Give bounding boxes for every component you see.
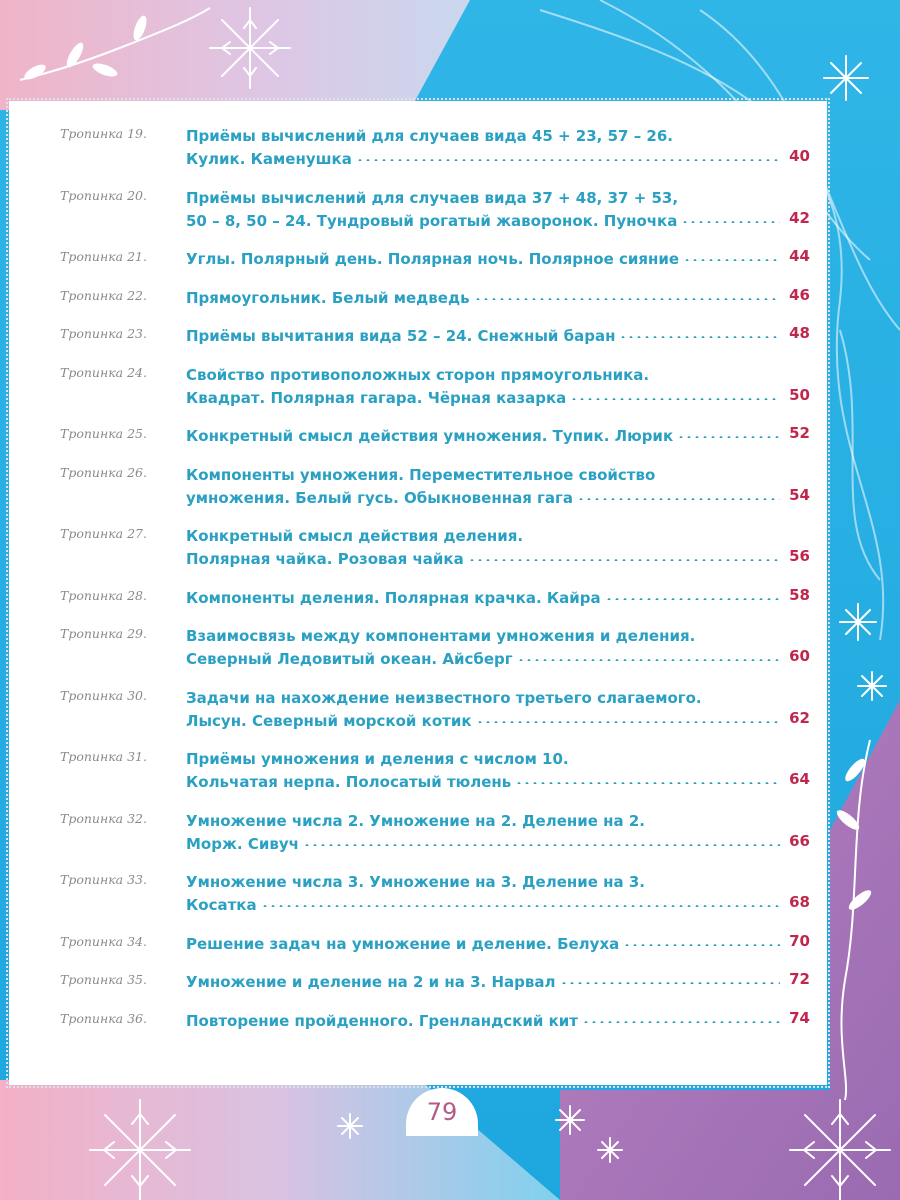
- dot-leader: [303, 844, 780, 846]
- toc-entry-title: [186, 184, 786, 230]
- toc-entry-title: [186, 284, 786, 307]
- toc-entry-title: [186, 584, 786, 607]
- toc-entry-title: [186, 1007, 786, 1030]
- toc-entry[interactable]: [12, 284, 824, 307]
- toc-entry-title-line: Свойство противоположных сторон прямоугольника.: [186, 365, 650, 384]
- toc-entry[interactable]: [12, 122, 824, 168]
- toc-entry-title-line: Приёмы вычислений для случаев вида 45 + 23, 57 – 26.: [186, 127, 673, 145]
- toc-entry-title: [186, 968, 786, 991]
- toc-entry-label: Тропинка 22.: [60, 287, 147, 303]
- dot-leader: [476, 721, 780, 723]
- toc-entry-title-line: Приёмы вычислений для случаев вида 37 + 48, 37 + 53,: [186, 188, 679, 207]
- toc-entry[interactable]: [12, 584, 824, 607]
- toc-entry-page-number: 44: [789, 247, 810, 265]
- toc-entry-title: [186, 245, 786, 268]
- toc-entry-title-line: Повторение пройденного. Гренландский кит: [186, 1011, 578, 1030]
- dot-leader: [515, 782, 780, 784]
- toc-entry-label: Тропинка 19.: [60, 126, 147, 141]
- toc-entry-page-number: 60: [789, 647, 810, 665]
- dot-leader: [582, 1021, 780, 1023]
- toc-entry-label: Тропинка 27.: [60, 526, 147, 541]
- toc-entry-title-line: Углы. Полярный день. Полярная ночь. Полярное сияние: [186, 250, 680, 268]
- toc-entry-page-number: 66: [789, 831, 810, 850]
- toc-entry-title: [186, 322, 786, 345]
- toc-entry-title: [186, 461, 786, 507]
- toc-entry[interactable]: [12, 245, 824, 268]
- toc-entry-title: [186, 745, 786, 791]
- toc-entry-title-line: Умножение числа 3. Умножение на 3. Деление на 3.: [186, 873, 645, 891]
- toc-entry-title-line: Косатка: [186, 896, 257, 914]
- toc-entry-title-line: Квадрат. Полярная гагара. Чёрная казарка: [186, 388, 567, 407]
- dot-leader: [677, 436, 780, 438]
- toc-entry-title-line: Кулик. Каменушка: [186, 150, 352, 168]
- toc-entry-page-number: 72: [789, 970, 810, 988]
- toc-entry-title-line: Кольчатая нерпа. Полосатый тюлень: [186, 773, 512, 791]
- toc-entry[interactable]: [12, 930, 824, 953]
- toc-entry[interactable]: [12, 422, 824, 445]
- toc-entry-label: Тропинка 20.: [60, 187, 147, 203]
- dot-leader: [570, 398, 780, 400]
- toc-entry-title: [186, 522, 786, 568]
- toc-entry-title-line: Лысун. Северный морской котик: [186, 711, 472, 730]
- toc-entry-label: Тропинка 34.: [60, 933, 147, 949]
- toc-entry-title-line: умножения. Белый гусь. Обыкновенная гага: [186, 488, 573, 507]
- toc-entry-page-number: 52: [789, 424, 810, 442]
- page-number: 79: [406, 1088, 478, 1136]
- dot-leader: [356, 159, 780, 161]
- toc-entry[interactable]: [12, 868, 824, 914]
- dot-leader: [683, 259, 780, 261]
- toc-entry-page-number: 70: [789, 931, 810, 950]
- dot-leader: [517, 659, 780, 661]
- toc-entry-title: [186, 622, 786, 668]
- toc-entry-page-number: 64: [789, 770, 810, 788]
- toc-entry-label: Тропинка 25.: [60, 426, 147, 441]
- toc-entry-title: [186, 868, 786, 914]
- toc-entry-label: Тропинка 33.: [60, 872, 147, 887]
- toc-entry-title-line: Приёмы вычитания вида 52 – 24. Снежный баран: [186, 327, 616, 345]
- toc-entry-label: Тропинка 24.: [60, 364, 147, 380]
- toc-entry[interactable]: [12, 622, 824, 668]
- toc-entry-label: Тропинка 28.: [60, 587, 147, 603]
- toc-entry-label: Тропинка 32.: [60, 810, 147, 826]
- dot-leader: [605, 598, 780, 600]
- dot-leader: [577, 498, 780, 500]
- toc-entry[interactable]: [12, 184, 824, 230]
- toc-entry-page-number: 40: [789, 147, 810, 165]
- toc-entry-title-line: Приёмы умножения и деления с числом 10.: [186, 750, 569, 768]
- dot-leader: [623, 944, 780, 946]
- dot-leader: [681, 221, 780, 223]
- dot-leader: [619, 336, 780, 338]
- toc-entry-title-line: Компоненты деления. Полярная крачка. Кайра: [186, 588, 601, 607]
- toc-entry-page-number: 46: [789, 285, 810, 304]
- dot-leader: [474, 298, 780, 300]
- toc-entry-label: Тропинка 31.: [60, 749, 147, 764]
- toc-entry[interactable]: [12, 968, 824, 991]
- toc-page: [12, 104, 824, 1082]
- toc-entry[interactable]: [12, 322, 824, 345]
- toc-entry-title-line: Компоненты умножения. Переместительное свойство: [186, 465, 656, 484]
- toc-entry-title-line: Конкретный смысл действия деления.: [186, 527, 524, 545]
- toc-entry-title-line: Конкретный смысл действия умножения. Тупик. Люрик: [186, 427, 674, 445]
- toc-entry[interactable]: [12, 522, 824, 568]
- toc-entry[interactable]: [12, 461, 824, 507]
- toc-entry-page-number: 58: [789, 585, 810, 604]
- toc-entry-label: Тропинка 26.: [60, 464, 147, 480]
- toc-entry-title-line: Северный Ледовитый океан. Айсберг: [186, 650, 513, 668]
- toc-entry-title: [186, 122, 786, 168]
- toc-entry-page-number: 48: [789, 324, 810, 342]
- toc-entry-label: Тропинка 29.: [60, 626, 147, 641]
- toc-entry-title: [186, 930, 786, 953]
- toc-entry[interactable]: [12, 745, 824, 791]
- toc-entry[interactable]: [12, 361, 824, 407]
- toc-entry-title-line: Задачи на нахождение неизвестного третьего слагаемого.: [186, 688, 702, 707]
- toc-entry-page-number: 50: [789, 385, 810, 404]
- toc-entry-title-line: Морж. Сивуч: [186, 834, 299, 853]
- toc-entry-title: [186, 684, 786, 730]
- toc-entry-title-line: Прямоугольник. Белый медведь: [186, 288, 470, 307]
- toc-entry-title-line: Решение задач на умножение и деление. Белуха: [186, 934, 620, 953]
- toc-entry-label: Тропинка 23.: [60, 326, 147, 341]
- dot-leader: [261, 905, 780, 907]
- toc-entry[interactable]: [12, 684, 824, 730]
- toc-entry-title: [186, 422, 786, 445]
- toc-entry-title: [186, 361, 786, 407]
- toc-entry-title: [186, 807, 786, 853]
- toc-entry-label: Тропинка 30.: [60, 687, 147, 703]
- toc-entry-page-number: 74: [789, 1008, 810, 1027]
- toc-entry-page-number: 56: [789, 547, 810, 565]
- toc-entry-label: Тропинка 21.: [60, 249, 147, 264]
- toc-entry-page-number: 42: [789, 208, 810, 227]
- toc-entry[interactable]: [12, 1007, 824, 1030]
- toc-entry-page-number: 54: [789, 485, 810, 504]
- toc-entry-label: Тропинка 36.: [60, 1010, 147, 1026]
- toc-entry-title-line: 50 – 8, 50 – 24. Тундровый рогатый жаворонок. Пуночка: [186, 211, 678, 230]
- toc-entry-page-number: 68: [789, 893, 810, 911]
- toc-entry[interactable]: [12, 807, 824, 853]
- dot-leader: [468, 559, 780, 561]
- toc-entry-title-line: Умножение числа 2. Умножение на 2. Деление на 2.: [186, 811, 645, 830]
- dot-leader: [560, 982, 781, 984]
- toc-entry-title-line: Взаимосвязь между компонентами умножения и деления.: [186, 627, 696, 645]
- toc-entry-title-line: Умножение и деление на 2 и на 3. Нарвал: [186, 973, 556, 991]
- toc-entry-page-number: 62: [789, 708, 810, 727]
- toc-entry-title-line: Полярная чайка. Розовая чайка: [186, 550, 464, 568]
- toc-entry-label: Тропинка 35.: [60, 972, 147, 987]
